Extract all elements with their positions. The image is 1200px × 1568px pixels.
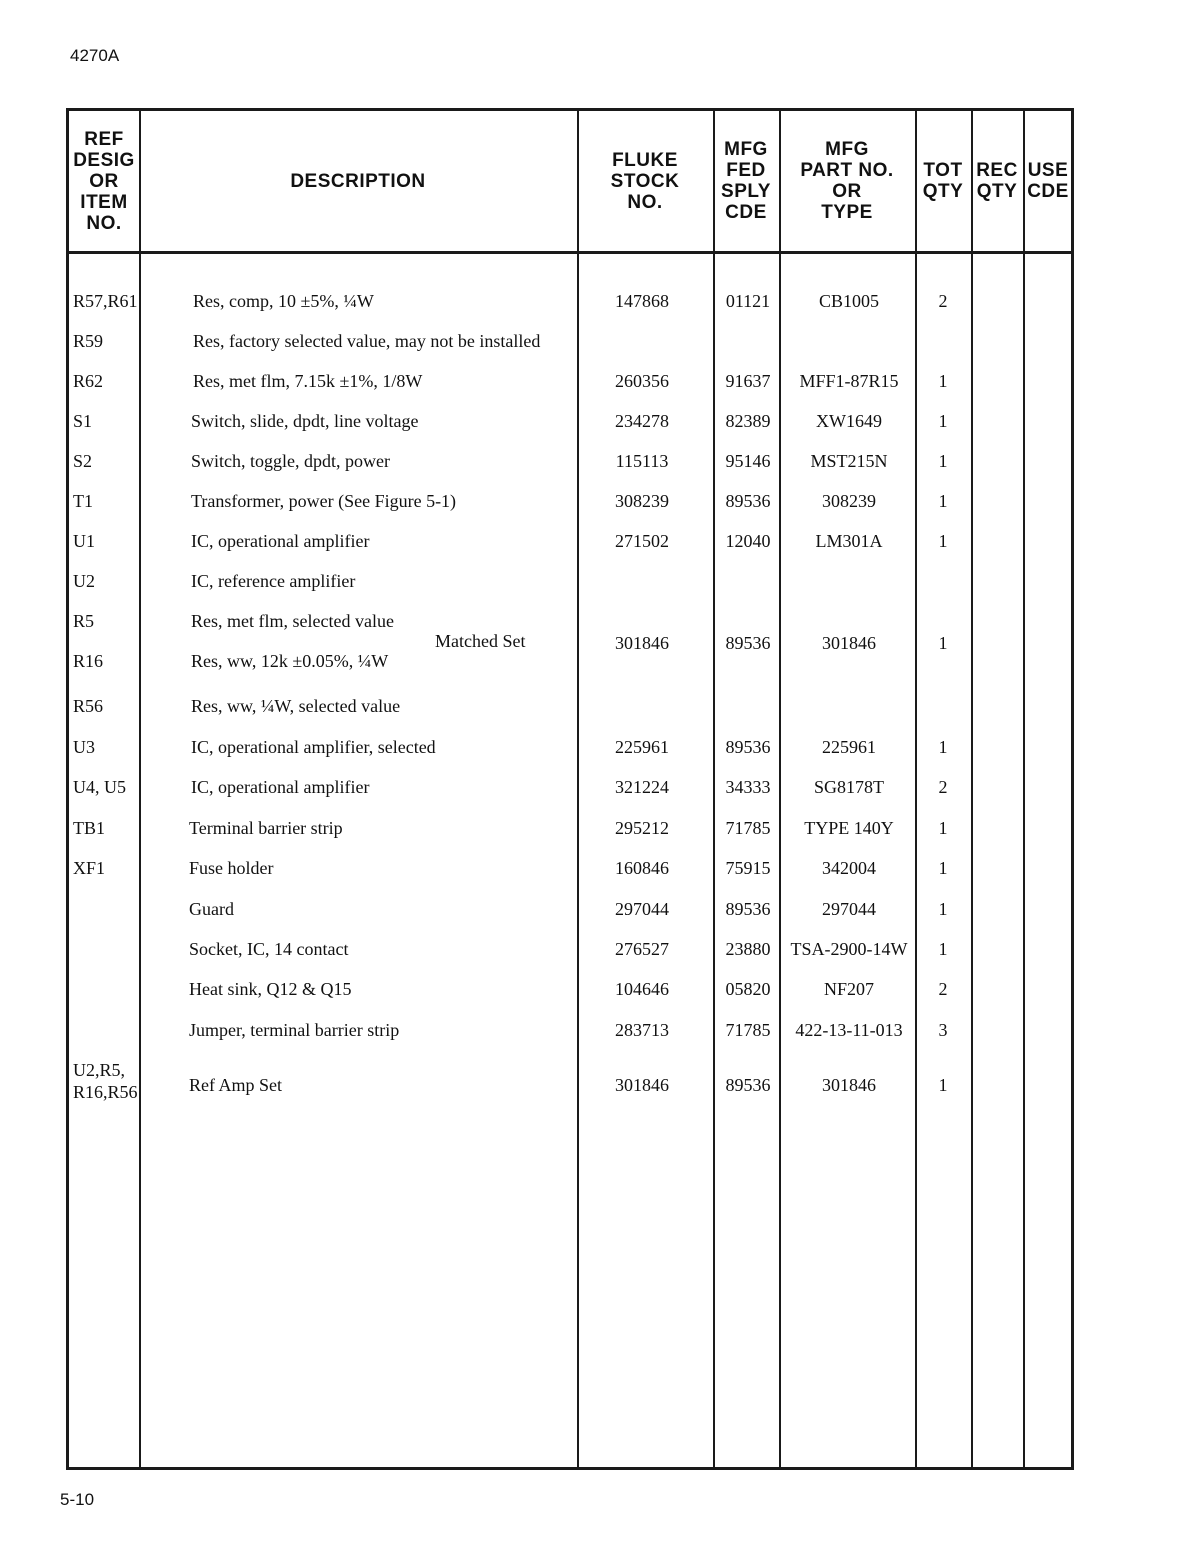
tot-qty-cell: 2 <box>938 777 948 797</box>
ref-cell: S2 <box>73 451 93 471</box>
header-use-cde: USE CDE <box>1027 160 1069 202</box>
tot-qty-cell: 2 <box>938 291 948 311</box>
tot-qty-cell: 1 <box>938 818 948 838</box>
stock-cell: 104646 <box>615 979 669 999</box>
sply-cell: 75915 <box>725 858 771 878</box>
table-row <box>69 977 1071 1007</box>
table-row <box>69 289 1071 319</box>
part-cell: 422-13-11-013 <box>795 1020 903 1040</box>
description-cell: Switch, slide, dpdt, line voltage <box>191 411 419 431</box>
description-cell: Transformer, power (See Figure 5-1) <box>191 491 457 511</box>
sply-cell: 89536 <box>725 1075 771 1095</box>
ref-cell: U2,R5, R16,R56 <box>73 1060 138 1102</box>
part-cell: 297044 <box>822 899 876 919</box>
ref-cell: U3 <box>73 737 95 757</box>
description-cell: Res, factory selected value, may not be installed <box>193 331 541 351</box>
tot-qty-cell: 1 <box>938 737 948 757</box>
page-header-code: 4270A <box>70 46 120 65</box>
table-row <box>69 569 1071 599</box>
table-row <box>69 529 1071 559</box>
tot-qty-cell: 1 <box>938 939 948 959</box>
tot-qty-cell: 2 <box>938 979 948 999</box>
ref-cell: R62 <box>73 371 104 391</box>
table-row <box>69 1018 1071 1048</box>
sply-cell: 91637 <box>725 371 771 391</box>
sply-cell: 71785 <box>725 818 771 838</box>
header-mfg-fed-sply: MFG FED SPLY CDE <box>721 139 771 223</box>
description-cell: Guard <box>189 899 234 919</box>
header-fluke-stock: FLUKE STOCK NO. <box>610 149 680 213</box>
table-row <box>69 735 1071 765</box>
part-cell: MFF1-87R15 <box>799 371 899 391</box>
ref-cell: R57,R61 <box>73 291 138 311</box>
ref-cell: T1 <box>73 491 93 511</box>
sply-cell: 01121 <box>725 291 771 311</box>
ref-cell: XF1 <box>73 858 106 878</box>
stock-cell: 301846 <box>615 1075 669 1095</box>
part-cell: CB1005 <box>818 291 879 311</box>
description-cell: Res, met flm, 7.15k ±1%, 1/8W <box>193 371 423 391</box>
part-cell: 308239 <box>822 491 876 511</box>
ref-cell: TB1 <box>73 818 106 838</box>
table-row <box>69 329 1071 359</box>
table-row <box>69 1059 1071 1111</box>
ref-cell: U4, U5 <box>73 777 126 797</box>
table-row <box>69 369 1071 399</box>
ref-cell: U2 <box>73 571 95 591</box>
description-cell: Res, ww, ¼W, selected value <box>191 696 401 716</box>
description-cell: Jumper, terminal barrier strip <box>189 1020 400 1040</box>
stock-cell: 115113 <box>615 451 669 471</box>
tot-qty-cell: 1 <box>938 1075 948 1095</box>
header-rule <box>69 251 1071 254</box>
part-cell: 342004 <box>822 858 876 878</box>
table-row <box>69 775 1071 805</box>
tot-qty-cell: 1 <box>938 371 948 391</box>
part-cell: MST215N <box>810 451 888 471</box>
description-cell: Fuse holder <box>189 858 274 878</box>
table-row <box>69 937 1071 967</box>
sply-cell: 71785 <box>725 1020 771 1040</box>
description-cell: Ref Amp Set <box>189 1075 282 1095</box>
description-cell: Res, ww, 12k ±0.05%, ¼W <box>191 651 389 671</box>
sply-cell: 05820 <box>725 979 771 999</box>
stock-cell: 308239 <box>615 491 669 511</box>
description-cell: IC, operational amplifier, selected <box>191 737 436 757</box>
part-cell: TSA-2900-14W <box>790 939 908 959</box>
table-row <box>69 856 1071 886</box>
description-cell: Socket, IC, 14 contact <box>189 939 349 959</box>
tot-qty-cell: 3 <box>938 1020 948 1040</box>
stock-cell: 295212 <box>615 818 669 838</box>
sply-cell: 12040 <box>725 531 771 551</box>
ref-cell: R59 <box>73 331 104 351</box>
part-cell: XW1649 <box>816 411 882 431</box>
stock-cell: 147868 <box>615 291 669 311</box>
part-cell: 225961 <box>822 737 876 757</box>
stock-cell: 283713 <box>615 1020 669 1040</box>
tot-qty-cell: 1 <box>938 411 948 431</box>
header-ref-desig: REF DESIG OR ITEM NO. <box>73 128 135 234</box>
stock-cell: 301846 <box>615 633 669 653</box>
table-row <box>69 449 1071 479</box>
description-cell: Switch, toggle, dpdt, power <box>191 451 390 471</box>
header-mfg-part-no: MFG PART NO. OR TYPE <box>800 139 894 223</box>
stock-cell: 225961 <box>615 737 669 757</box>
sply-cell: 95146 <box>725 451 771 471</box>
description-cell: Heat sink, Q12 & Q15 <box>189 979 352 999</box>
description-cell: Terminal barrier strip <box>189 818 343 838</box>
tot-qty-cell: 1 <box>938 531 948 551</box>
stock-cell: 260356 <box>615 371 669 391</box>
sply-cell: 89536 <box>725 899 771 919</box>
part-cell: LM301A <box>815 531 883 551</box>
description-cell: Res, comp, 10 ±5%, ¼W <box>193 291 374 311</box>
sply-cell: 34333 <box>725 777 771 797</box>
sply-cell: 89536 <box>725 633 771 653</box>
ref-cell: R16 <box>73 651 104 671</box>
description-cell: IC, reference amplifier <box>191 571 356 591</box>
matched-set-label: Matched Set <box>435 631 526 651</box>
table-row <box>69 816 1071 846</box>
part-cell: TYPE 140Y <box>804 818 894 838</box>
stock-cell: 297044 <box>615 899 669 919</box>
tot-qty-cell: 1 <box>938 858 948 878</box>
table-row <box>69 694 1071 724</box>
tot-qty-cell: 1 <box>938 899 948 919</box>
stock-cell: 321224 <box>615 777 669 797</box>
description-cell: IC, operational amplifier <box>191 531 370 551</box>
sply-cell: 23880 <box>725 939 771 959</box>
sply-cell: 89536 <box>725 491 771 511</box>
sply-cell: 89536 <box>725 737 771 757</box>
stock-cell: 234278 <box>615 411 669 431</box>
ref-cell: U1 <box>73 531 95 551</box>
description-cell: Res, met flm, selected value <box>191 611 394 631</box>
parts-list-table <box>66 108 1074 1470</box>
part-cell: 301846 <box>822 633 876 653</box>
table-row <box>69 897 1071 927</box>
description-cell: IC, operational amplifier <box>191 777 370 797</box>
table-row <box>69 489 1071 519</box>
header-rec-qty: REC QTY <box>976 160 1018 202</box>
ref-cell: R5 <box>73 611 95 631</box>
tot-qty-cell: 1 <box>938 633 948 653</box>
ref-cell: R56 <box>73 696 104 716</box>
stock-cell: 160846 <box>615 858 669 878</box>
ref-cell: S1 <box>73 411 93 431</box>
sply-cell: 82389 <box>725 411 771 431</box>
header-description: DESCRIPTION <box>290 170 426 192</box>
tot-qty-cell: 1 <box>938 491 948 511</box>
page-number: 5-10 <box>60 1490 95 1509</box>
table-row <box>69 409 1071 439</box>
part-cell: 301846 <box>822 1075 876 1095</box>
table-row <box>69 649 1071 679</box>
part-cell: NF207 <box>823 979 874 999</box>
part-cell: SG8178T <box>813 777 884 797</box>
tot-qty-cell: 1 <box>938 451 948 471</box>
stock-cell: 276527 <box>615 939 669 959</box>
header-tot-qty: TOT QTY <box>922 160 964 202</box>
stock-cell: 271502 <box>615 531 669 551</box>
